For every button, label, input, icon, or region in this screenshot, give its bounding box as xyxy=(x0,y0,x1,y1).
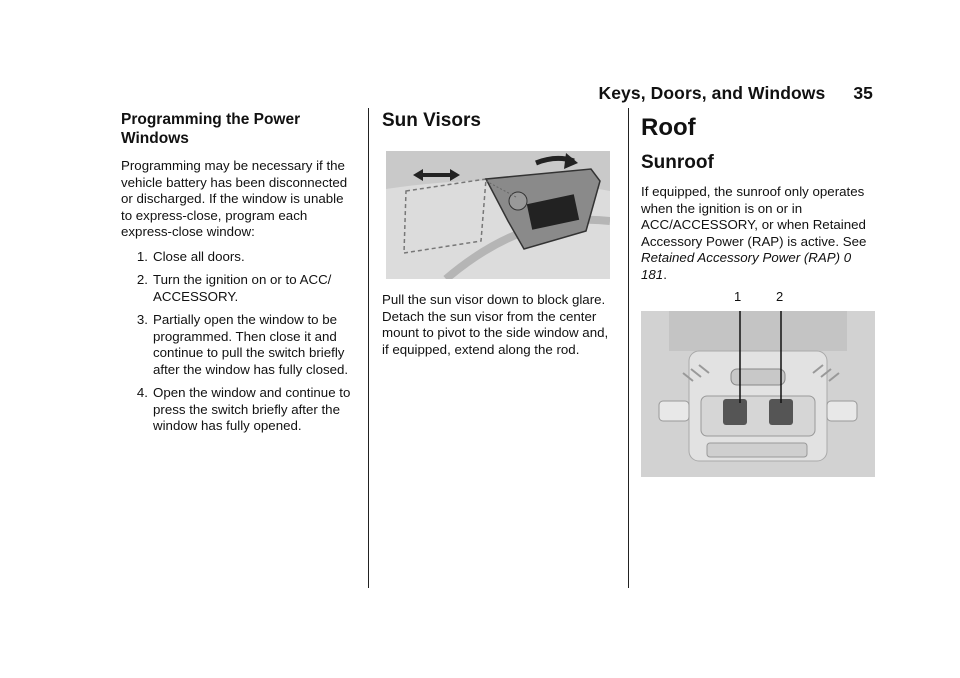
callout-labels xyxy=(641,289,875,309)
section-heading: Roof xyxy=(641,114,696,141)
sunroof-controls-illustration xyxy=(641,311,875,477)
body-paragraph: Pull the sun visor down to block glare. Detach the sun visor from the center mount to pivot to the side window and, if equipped, extend along the rod. xyxy=(382,292,609,357)
section-heading: Sun Visors xyxy=(382,110,481,131)
column-divider xyxy=(628,108,629,588)
callout-1: 1 xyxy=(734,289,742,304)
column-divider xyxy=(368,108,369,588)
intro-paragraph: Programming may be necessary if the vehicle battery has been disconnected or discharged. If the window is unable to express-close, program each express-close window: xyxy=(121,158,348,239)
list-item: 1. Close all doors. xyxy=(136,248,245,264)
list-item: 3. Partially open the window to be programmed. Then close it and continue to pull the switch briefly after the window has fully closed. xyxy=(136,312,349,377)
subsection-heading: Sunroof xyxy=(641,152,714,173)
list-item: 2. Turn the ignition on or to ACC/ ACCESSORY. xyxy=(136,272,332,304)
page-number: 35 xyxy=(853,83,873,103)
body-paragraph: If equipped, the sunroof only operates when the ignition is on or in ACC/ACCESSORY, or when Retained Accessory Power (RAP) is active. See Retained Accessory Power (RAP) 0 181. xyxy=(641,184,867,282)
page-reference[interactable]: 0 181 xyxy=(641,250,852,282)
cross-reference-link[interactable]: Retained Accessory Power (RAP) xyxy=(641,250,841,265)
list-item: 4. Open the window and continue to press the switch briefly after the window has fully opened. xyxy=(136,385,351,433)
sun-visor-illustration xyxy=(386,151,610,279)
section-heading: Programming the Power Windows xyxy=(121,111,301,147)
steps-list xyxy=(121,249,357,435)
page-header xyxy=(598,83,873,104)
roof-section xyxy=(641,110,877,283)
sun-visors-section xyxy=(382,110,614,357)
power-windows-section xyxy=(121,110,357,442)
callout-2: 2 xyxy=(776,289,784,304)
section-title: Keys, Doors, and Windows xyxy=(598,83,826,103)
